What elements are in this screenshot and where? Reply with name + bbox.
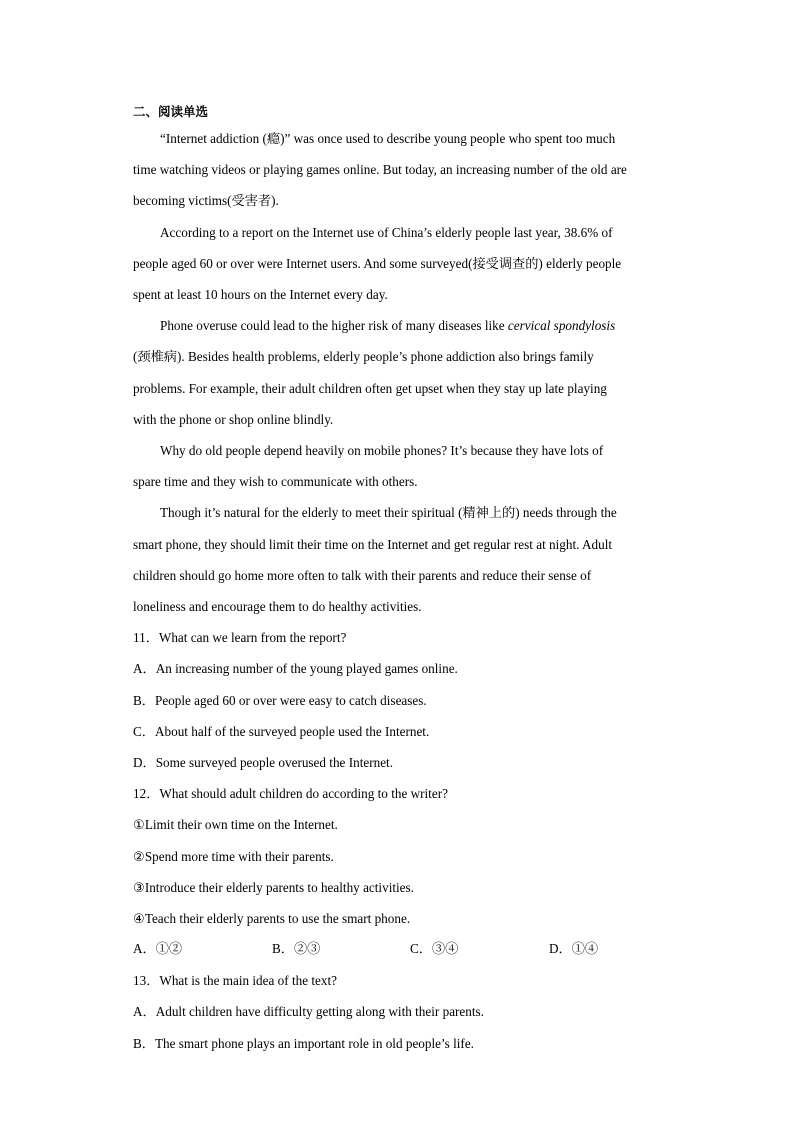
answer-option[interactable]: C．About half of the surveyed people used the Internet. <box>133 724 430 739</box>
answer-option[interactable]: A．①② <box>133 941 183 956</box>
question-item: ④Teach their elderly parents to use the smart phone. <box>133 911 411 926</box>
passage-line: smart phone, they should limit their time on the Internet and get regular rest at night. Adult <box>133 537 613 552</box>
question-stem: 12．What should adult children do according to the writer? <box>133 786 448 801</box>
question-item: ①Limit their own time on the Internet. <box>133 817 338 832</box>
passage-line: with the phone or shop online blindly. <box>133 412 334 427</box>
question-stem: 11．What can we learn from the report? <box>133 630 347 645</box>
italic-term: cervical spondylosis <box>507 318 616 333</box>
passage-text: Phone overuse could lead to the higher risk of many diseases like <box>160 318 508 333</box>
answer-option[interactable]: B．People aged 60 or over were easy to catch diseases. <box>133 693 427 708</box>
passage-line: problems. For example, their adult children often get upset when they stay up late playing <box>133 381 607 396</box>
question-stem: 13．What is the main idea of the text? <box>133 973 337 988</box>
answer-option[interactable]: C．③④ <box>410 941 459 956</box>
answer-option[interactable]: B．②③ <box>272 941 321 956</box>
answer-option[interactable]: B．The smart phone plays an important role in old people’s life. <box>133 1036 474 1051</box>
answer-option[interactable]: D．Some surveyed people overused the Internet. <box>133 755 394 770</box>
passage-line: Though it’s natural for the elderly to meet their spiritual (精神上的) needs through the <box>160 505 617 520</box>
passage-line: becoming victims(受害者). <box>133 193 279 208</box>
question-item: ③Introduce their elderly parents to healthy activities. <box>133 880 414 895</box>
section-heading: 二、阅读单选 <box>133 104 209 119</box>
passage-line: spent at least 10 hours on the Internet every day. <box>133 287 388 302</box>
passage-line: people aged 60 or over were Internet users. And some surveyed(接受调查的) elderly people <box>133 256 622 271</box>
passage-line: According to a report on the Internet use of China’s elderly people last year, 38.6% of <box>160 225 613 240</box>
answer-option[interactable]: A．Adult children have difficulty getting along with their parents. <box>133 1004 484 1019</box>
passage-line: loneliness and encourage them to do healthy activities. <box>133 599 422 614</box>
answer-option[interactable]: A．An increasing number of the young played games online. <box>133 661 458 676</box>
answer-option[interactable]: D．①④ <box>549 941 599 956</box>
passage-line: (颈椎病). Besides health problems, elderly people’s phone addiction also brings family <box>133 349 594 364</box>
question-item: ②Spend more time with their parents. <box>133 849 334 864</box>
passage-line: children should go home more often to talk with their parents and reduce their sense of <box>133 568 592 583</box>
passage-line <box>160 318 615 334</box>
passage-line: “Internet addiction (瘾)” was once used to describe young people who spent too much <box>160 131 616 146</box>
passage-line: time watching videos or playing games online. But today, an increasing number of the old are <box>133 162 627 177</box>
passage-line: Why do old people depend heavily on mobile phones? It’s because they have lots of <box>160 443 604 458</box>
passage-line: spare time and they wish to communicate with others. <box>133 474 418 489</box>
